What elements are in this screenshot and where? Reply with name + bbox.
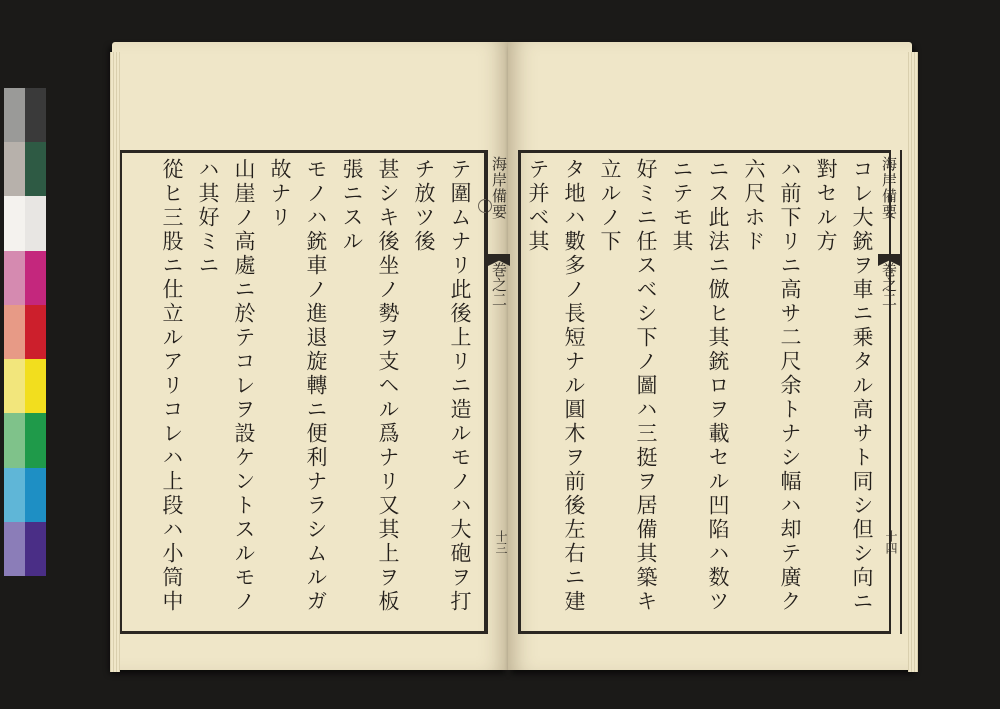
color-calibration-strip — [4, 88, 46, 576]
color-patch — [25, 142, 46, 196]
text-column: コレ大銃ヲ車ニ乗タル高サト同シ但シ向ニ對セル方 — [814, 158, 874, 614]
color-patch-row — [4, 305, 46, 359]
right-page-hashira — [878, 150, 902, 634]
page-edge — [110, 52, 120, 672]
color-patch — [25, 359, 46, 413]
color-patch — [4, 88, 25, 142]
text-column: 山崖ノ高處ニ於テコレヲ設ケントスルモノハ其好ミニ — [196, 158, 256, 614]
text-column: 甚シキ後坐ノ勢ヲ支ヘル爲ナリ又其上ヲ板張ニスル — [340, 158, 400, 614]
color-patch — [4, 359, 25, 413]
color-patch — [4, 251, 25, 305]
color-patch-row — [4, 142, 46, 196]
color-patch-row — [4, 413, 46, 467]
color-patch — [4, 468, 25, 522]
color-patch-row — [4, 196, 46, 250]
color-patch — [4, 305, 25, 359]
color-patch — [25, 305, 46, 359]
color-patch — [4, 413, 25, 467]
page-number: 十三 — [494, 530, 508, 554]
color-patch — [4, 142, 25, 196]
right-page-text — [520, 158, 880, 624]
volume-label: 巻之二 — [490, 262, 508, 307]
color-patch — [25, 468, 46, 522]
text-column: モノハ銃車ノ進退旋轉ニ便利ナラシムルガ故ナリ — [268, 158, 328, 614]
running-title: 海岸備要 — [880, 156, 898, 220]
volume-label: 巻之二 — [880, 262, 898, 307]
color-patch — [4, 196, 25, 250]
left-page-hashira — [486, 150, 510, 634]
color-patch — [25, 88, 46, 142]
text-column: ハ前下リニ高サ二尺余トナシ幅ハ却テ廣ク六尺ホド — [742, 158, 802, 614]
text-column: 從ヒ三股ニ仕立ルアリコレハ上段ハ小筒中 — [160, 158, 184, 614]
open-book — [108, 42, 916, 674]
text-column: タ地ハ數多ノ長短ナル圓木ヲ前後左右ニ建テ并ベ其 — [526, 158, 586, 614]
text-column: ニス此法ニ倣ヒ其銃ロヲ載セル凹陷ハ数ツニテモ其 — [670, 158, 730, 614]
text-column: 好ミニ任スベシ下ノ圖ハ三挺ヲ居備其築キ立ルノ下 — [598, 158, 658, 614]
color-patch-row — [4, 251, 46, 305]
page-number: 十四 — [884, 530, 898, 554]
color-patch-row — [4, 468, 46, 522]
color-patch — [4, 522, 25, 576]
left-page-text — [148, 158, 478, 624]
running-title: 海岸備要 — [490, 156, 508, 220]
page-edge — [908, 52, 918, 672]
color-patch — [25, 251, 46, 305]
color-patch — [25, 522, 46, 576]
color-patch — [25, 196, 46, 250]
color-patch-row — [4, 522, 46, 576]
color-patch-row — [4, 359, 46, 413]
color-patch-row — [4, 88, 46, 142]
color-patch — [25, 413, 46, 467]
text-column: テ圍ムナリ此後上リニ造ルモノハ大砲ヲ打チ放ツ後 — [412, 158, 472, 614]
